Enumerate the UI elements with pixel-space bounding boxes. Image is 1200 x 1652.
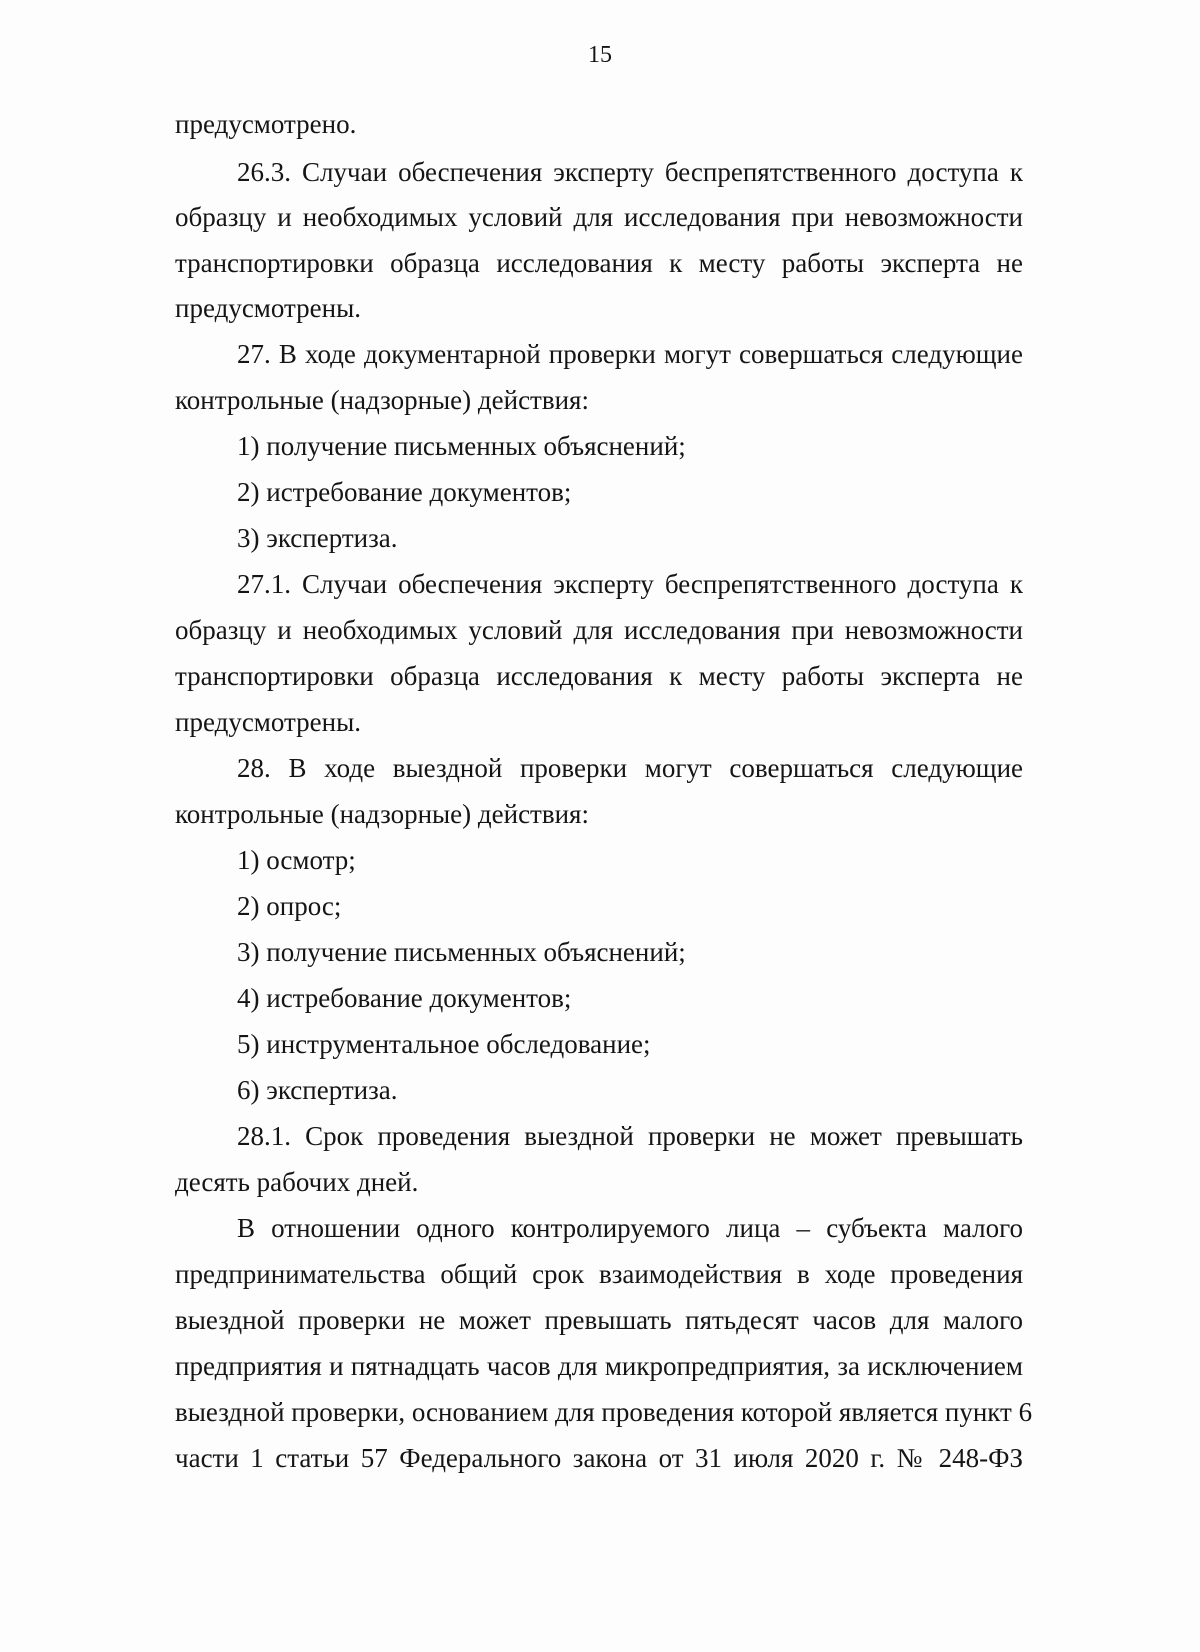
list-item: 1) получение письменных объяснений; (237, 431, 686, 461)
paragraph-28-line: контрольные (надзорные) действия: (175, 799, 589, 829)
paragraph-limit-line: В отношении одного контролируемого лица – субъекта малого (237, 1213, 1023, 1243)
list-item: 5) инструментальное обследование; (237, 1029, 651, 1059)
paragraph-limit-line: выездной проверки не может превышать пятьдесят часов для малого (175, 1305, 1023, 1335)
paragraph-28-1-line: 28.1. Срок проведения выездной проверки не может превышать (237, 1121, 1023, 1151)
page-number: 15 (588, 42, 612, 68)
paragraph-26-3-line: предусмотрены. (175, 293, 361, 323)
text-line: предусмотрено. (175, 109, 357, 139)
paragraph-27-line: контрольные (надзорные) действия: (175, 385, 589, 415)
paragraph-limit-line: части 1 статьи 57 Федерального закона от 31 июля 2020 г. № 248-ФЗ (175, 1443, 1023, 1473)
paragraph-27-1-line: 27.1. Случаи обеспечения эксперту беспрепятственного доступа к (237, 569, 1023, 599)
list-item: 4) истребование документов; (237, 983, 572, 1013)
paragraph-27-line: 27. В ходе документарной проверки могут совершаться следующие (237, 339, 1023, 369)
paragraph-limit-line: предпринимательства общий срок взаимодействия в ходе проведения (175, 1259, 1023, 1289)
list-item: 6) экспертиза. (237, 1075, 398, 1105)
list-item: 1) осмотр; (237, 845, 356, 875)
list-item: 3) получение письменных объяснений; (237, 937, 686, 967)
paragraph-26-3-line: 26.3. Случаи обеспечения эксперту беспрепятственного доступа к (237, 157, 1023, 187)
paragraph-27-1-line: образцу и необходимых условий для исследования при невозможности (175, 615, 1023, 645)
list-item: 2) опрос; (237, 891, 342, 921)
list-item: 2) истребование документов; (237, 477, 572, 507)
paragraph-limit-line: предприятия и пятнадцать часов для микропредприятия, за исключением (175, 1351, 1023, 1381)
paragraph-limit-line: выездной проверки, основанием для проведения которой является пункт 6 (175, 1397, 1033, 1427)
paragraph-28-line: 28. В ходе выездной проверки могут совершаться следующие (237, 753, 1023, 783)
list-item: 3) экспертиза. (237, 523, 398, 553)
paragraph-26-3-line: образцу и необходимых условий для исследования при невозможности (175, 202, 1023, 232)
paragraph-27-1-line: транспортировки образца исследования к месту работы эксперта не (175, 661, 1023, 691)
paragraph-28-1-line: десять рабочих дней. (175, 1167, 419, 1197)
paragraph-27-1-line: предусмотрены. (175, 707, 361, 737)
paragraph-26-3-line: транспортировки образца исследования к месту работы эксперта не (175, 248, 1023, 278)
